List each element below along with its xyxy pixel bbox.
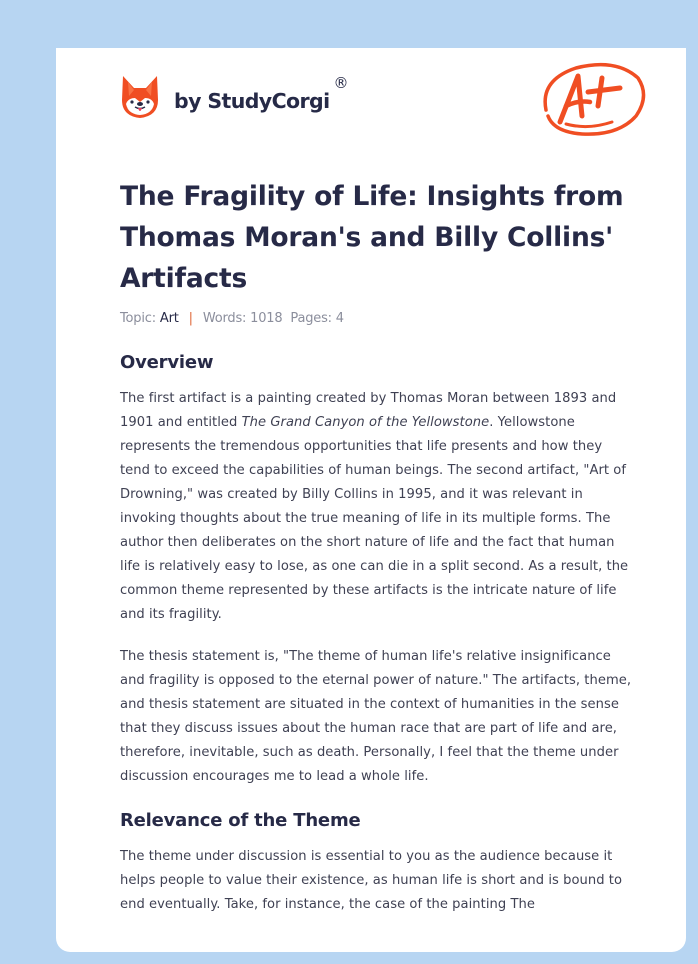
section-heading-overview: Overview	[120, 352, 214, 373]
word-count: Words: 1018	[202, 311, 283, 326]
topic-label: Topic:	[120, 311, 156, 326]
page-title: The Fragility of Life: Insights from Thomas Moran's and Billy Collins' Artifacts	[120, 181, 624, 294]
brand-header	[120, 74, 349, 120]
topic-link[interactable]: Art	[159, 311, 179, 326]
article-meta	[120, 311, 636, 326]
registered-mark: ®	[333, 74, 349, 92]
page-count: Pages: 4	[290, 311, 344, 326]
meta-separator: |	[188, 311, 193, 326]
artwork-title: The Grand Canyon of the Yellowstone	[241, 415, 490, 430]
paragraph	[120, 387, 636, 627]
paragraph-text: The first artifact is a painting created by Thomas Moran between 1893 and 1901 and entitled	[120, 391, 617, 430]
article-body	[120, 176, 636, 917]
section-heading-relevance: Relevance of the Theme	[120, 810, 361, 831]
brand-name[interactable]: by StudyCorgi	[174, 89, 330, 113]
paragraph: The theme under discussion is essential to you as the audience because it helps people to value their existence, as human life is short and is bound to end eventually. Take, for instance, the case of the painting The	[120, 849, 623, 912]
document-card	[56, 48, 686, 952]
paragraph: The thesis statement is, "The theme of human life's relative insignificance and fragility is opposed to the eternal power of nature." The artifacts, theme, and thesis statement are situated in the context of humanities in the sense that they discuss issues about the human race that are part of life and are, therefore, inevitable, such as death. Personally, I feel that the theme under discussion encourages me to lead a whole life.	[120, 649, 632, 784]
a-plus-grade-icon	[538, 58, 648, 140]
paragraph-text: . Yellowstone represents the tremendous opportunities that life presents and how they tend to exceed the capabilities of human beings. The second artifact, "Art of Drowning," was created by Billy Collins in 1995, and it was relevant in invoking thoughts about the true meaning of life in its multiple forms. The author then deliberates on the short nature of life and the fact that human life is relatively easy to lose, as one can die in a split second. As a result, the common theme represented by these artifacts is the intricate nature of life and its fragility.	[120, 415, 629, 622]
corgi-logo-icon[interactable]	[120, 74, 160, 120]
